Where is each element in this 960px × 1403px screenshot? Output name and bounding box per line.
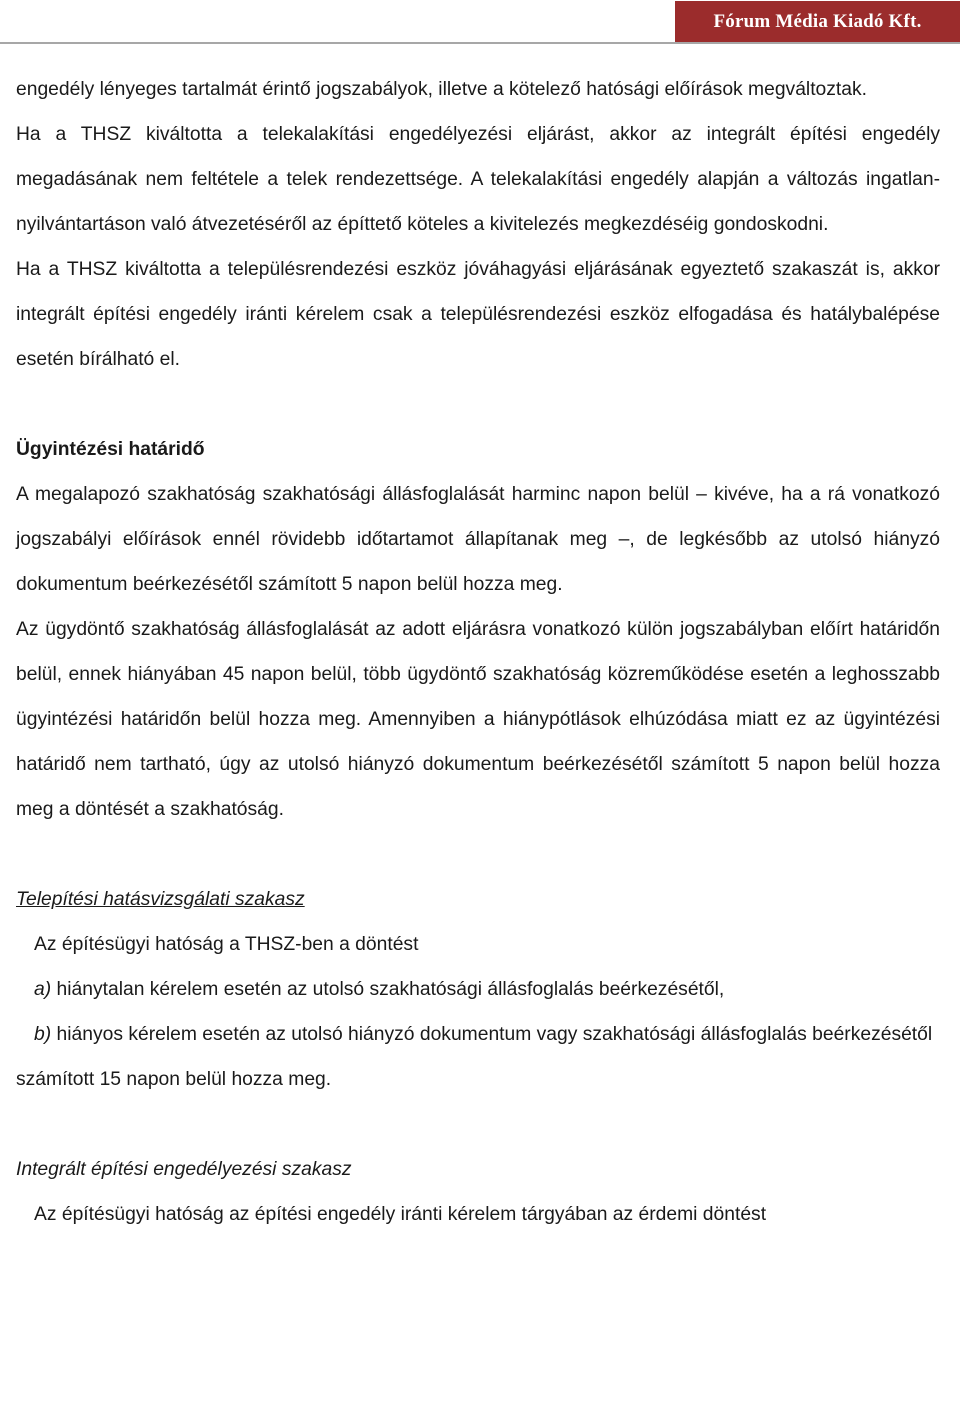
- item-text-a: hiánytalan kérelem esetén az utolsó szakhatósági állásfoglalás beérkezésétől,: [51, 979, 725, 1000]
- item-text-b: hiányos kérelem esetén az utolsó hiányzó dokumentum vagy szakhatósági állásfoglalás beérkezésétől: [51, 1024, 933, 1045]
- paragraph-deciding-authority: Az ügydöntő szakhatóság állásfoglalását az adott eljárásra vonatkozó külön jogszabályban előírt határidőn belül, ennek hiányában 45 napon belül, több ügydöntő szakhatóság közreműködése esetén a leghosszabb ügyintézési határidőn belül hozza meg. Amennyiben a hiánypótlások elhúzódása miatt ez az ügyintézési határidő nem tartható, úgy az utolsó hiányzó dokumentum beérkezésétől számított 5 napon belül hozza meg a döntését a szakhatóság.: [16, 619, 940, 820]
- heading-impact-assessment: Telepítési hatásvizsgálati szakasz: [16, 889, 305, 910]
- document-body: [16, 67, 940, 1237]
- impact-item-a: [16, 967, 940, 1012]
- impact-closing: számított 15 napon belül hozza meg.: [16, 1069, 332, 1090]
- impact-intro: Az építésügyi hatóság a THSZ-ben a döntést: [34, 934, 419, 955]
- page-header: [0, 0, 960, 44]
- paragraph-parcel-formation: Ha a THSZ kiváltotta a telekalakítási engedélyezési eljárást, akkor az integrált építési engedély megadásának nem feltétele a telek rendezettsége. A telekalakítási engedély alapján a változás ingatlan-nyilvántartáson való átvezetéséről az építtető köteles a kivitelezés megkezdéséig gondoskodni.: [16, 124, 940, 235]
- item-letter-a: a): [34, 979, 52, 1000]
- item-letter-b: b): [34, 1024, 52, 1045]
- spacer: [16, 382, 940, 427]
- heading-deadline: Ügyintézési határidő: [16, 439, 205, 460]
- impact-item-b: [16, 1012, 940, 1057]
- paragraph-permit-changes: engedély lényeges tartalmát érintő jogszabályok, illetve a kötelező hatósági előírások megváltoztak.: [16, 79, 868, 100]
- paragraph-settlement-planning: Ha a THSZ kiváltotta a településrendezési eszköz jóváhagyási eljárásának egyeztető szakaszát is, akkor integrált építési engedély iránti kérelem csak a településrendezési eszköz elfogadása és hatálybalépése esetén bírálható el.: [16, 259, 940, 370]
- integrated-intro: Az építésügyi hatóság az építési engedély iránti kérelem tárgyában az érdemi döntést: [34, 1204, 767, 1225]
- publisher-badge: Fórum Média Kiadó Kft.: [675, 1, 960, 42]
- spacer: [16, 832, 940, 877]
- heading-integrated-permit: Integrált építési engedélyezési szakasz: [16, 1159, 352, 1180]
- paragraph-founding-authority: A megalapozó szakhatóság szakhatósági állásfoglalását harminc napon belül – kivéve, ha a rá vonatkozó jogszabályi előírások ennél rövidebb időtartamot állapítanak meg –, de legkésőbb az utolsó hiányzó dokumentum beérkezésétől számított 5 napon belül hozza meg.: [16, 484, 940, 595]
- header-rule: [0, 42, 960, 44]
- spacer: [16, 1102, 940, 1147]
